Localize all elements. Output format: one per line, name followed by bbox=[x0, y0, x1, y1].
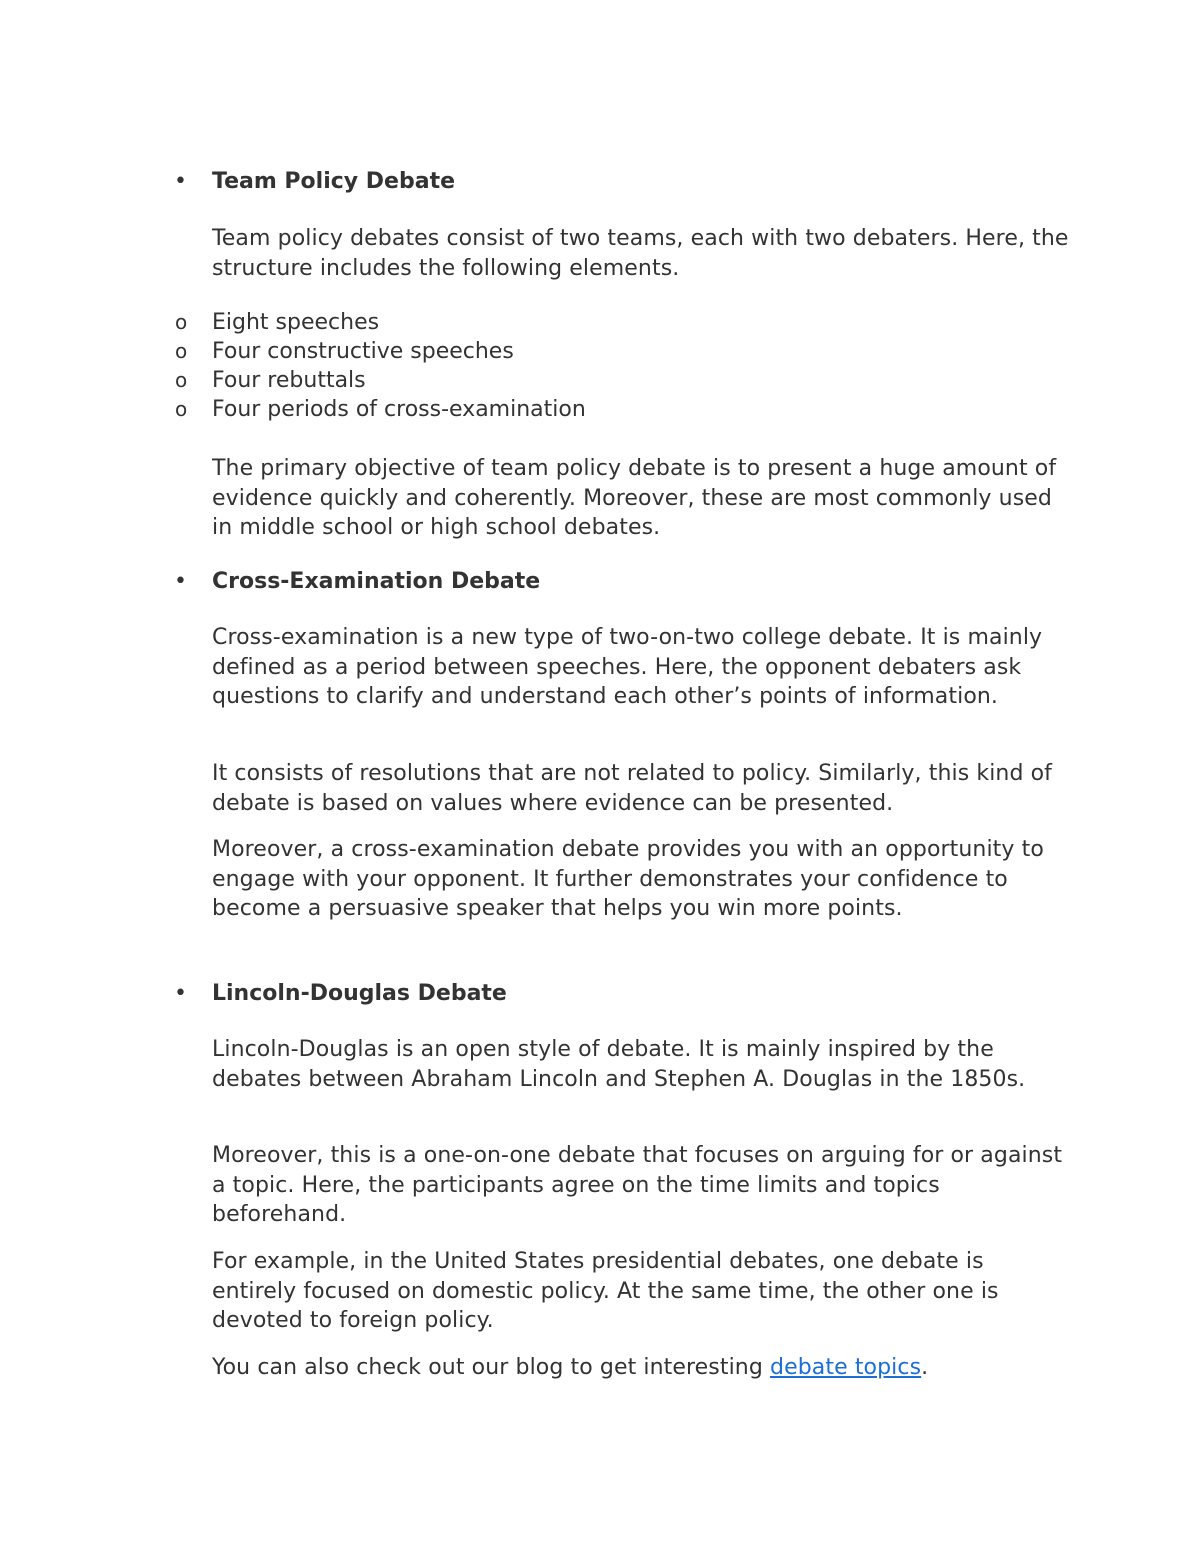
section-lincoln-douglas bbox=[174, 980, 1072, 1008]
paragraph: Moreover, this is a one-on-one debate that focuses on arguing for or against a topic. Here, the participants agree on the time limits and topics beforehand. bbox=[212, 1143, 1063, 1227]
section-heading: Cross-Examination Debate bbox=[212, 569, 541, 594]
section-heading: Team Policy Debate bbox=[212, 169, 456, 194]
list-item bbox=[141, 366, 1072, 395]
lincoln-douglas-paragraph-3 bbox=[212, 1247, 1072, 1336]
cross-exam-paragraph-3 bbox=[212, 835, 1072, 924]
lincoln-douglas-paragraph-2 bbox=[212, 1141, 1072, 1230]
bullet-icon: • bbox=[174, 569, 187, 594]
circle-bullet-icon: o bbox=[175, 368, 188, 392]
paragraph: The primary objective of team policy debate is to present a huge amount of evidence quickly and coherently. Moreover, these are most commonly used in middle school or high school debates. bbox=[212, 456, 1057, 540]
cross-exam-paragraph-1 bbox=[212, 623, 1072, 712]
list-item-text: Eight speeches bbox=[212, 310, 380, 335]
circle-bullet-icon: o bbox=[175, 339, 188, 363]
paragraph: Moreover, a cross-examination debate provides you with an opportunity to engage with your opponent. It further demonstrates your confidence to become a persuasive speaker that helps you win more points. bbox=[212, 837, 1044, 921]
paragraph: Team policy debates consist of two teams, each with two debaters. Here, the structure includes the following elements. bbox=[212, 226, 1069, 281]
list-item bbox=[141, 337, 1072, 366]
section-team-policy bbox=[174, 168, 1072, 196]
circle-bullet-icon: o bbox=[175, 397, 188, 421]
team-policy-intro bbox=[212, 224, 1072, 283]
circle-bullet-icon: o bbox=[175, 310, 188, 334]
team-policy-elements-list bbox=[175, 308, 1072, 424]
section-cross-examination bbox=[174, 568, 1072, 596]
list-item-text: Four constructive speeches bbox=[212, 339, 514, 364]
paragraph: Cross-examination is a new type of two-on-two college debate. It is mainly defined as a period between speeches. Here, the opponent debaters ask questions to clarify and understand each other’s points of information. bbox=[212, 625, 1043, 709]
lincoln-douglas-paragraph-1 bbox=[212, 1035, 1072, 1094]
team-policy-outro bbox=[212, 454, 1072, 543]
list-item bbox=[141, 395, 1072, 424]
paragraph: It consists of resolutions that are not related to policy. Similarly, this kind of debate is based on values where evidence can be presented. bbox=[212, 761, 1053, 816]
closing-line bbox=[212, 1353, 1072, 1383]
bullet-icon: • bbox=[174, 981, 187, 1006]
bullet-icon: • bbox=[174, 169, 187, 194]
list-item-text: Four periods of cross-examination bbox=[212, 397, 586, 422]
cross-exam-paragraph-2 bbox=[212, 759, 1072, 818]
closing-text: You can also check out our blog to get interesting bbox=[212, 1355, 771, 1380]
paragraph: Lincoln-Douglas is an open style of debate. It is mainly inspired by the debates between Abraham Lincoln and Stephen A. Douglas in the 1850s. bbox=[212, 1037, 1026, 1092]
debate-topics-link[interactable]: debate topics bbox=[770, 1355, 922, 1380]
section-heading: Lincoln-Douglas Debate bbox=[212, 981, 507, 1006]
paragraph bbox=[212, 1353, 1072, 1383]
list-item bbox=[141, 308, 1072, 337]
list-item-text: Four rebuttals bbox=[212, 368, 366, 393]
paragraph: For example, in the United States presidential debates, one debate is entirely focused on domestic policy. At the same time, the other one is devoted to foreign policy. bbox=[212, 1249, 999, 1333]
closing-period: . bbox=[921, 1355, 929, 1380]
